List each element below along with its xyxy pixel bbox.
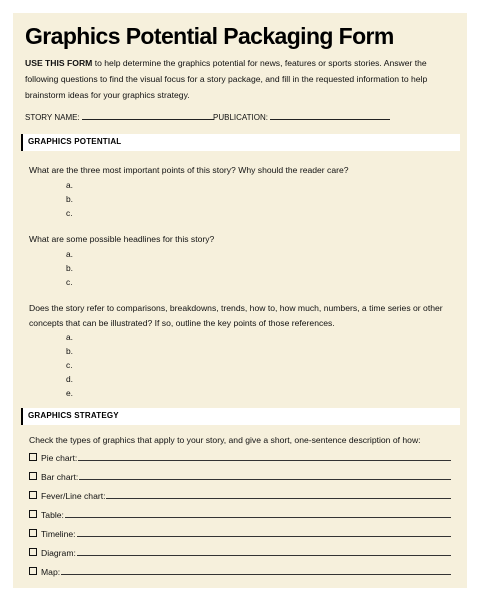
publication-field[interactable]	[213, 112, 390, 122]
checklist-item-diagram[interactable]	[29, 546, 459, 558]
intro-lead: USE THIS FORM	[25, 58, 93, 68]
answer-option[interactable]: a.	[66, 249, 73, 259]
question-1: What are the three most important points of this story? Why should the reader care?	[29, 165, 349, 175]
answer-line[interactable]	[106, 498, 451, 499]
story-name-label: STORY NAME:	[25, 113, 80, 122]
question-2: What are some possible headlines for this story?	[29, 234, 215, 244]
form-page	[13, 13, 467, 588]
checklist-item-fever-line-chart[interactable]	[29, 489, 459, 501]
story-name-field[interactable]	[25, 112, 214, 122]
checkbox-icon[interactable]	[29, 510, 37, 518]
checkbox-icon[interactable]	[29, 548, 37, 556]
checklist-item-map[interactable]	[29, 565, 459, 577]
section-graphics-strategy	[21, 408, 460, 425]
checklist-label: Timeline:	[41, 529, 76, 539]
checklist-label: Pie chart:	[41, 453, 78, 463]
answer-option[interactable]: a.	[66, 180, 73, 190]
checklist-label: Fever/Line chart:	[41, 491, 106, 501]
answer-option[interactable]: c.	[66, 208, 73, 218]
section-title: GRAPHICS STRATEGY	[28, 411, 119, 420]
checklist-label: Table:	[41, 510, 64, 520]
checklist-item-timeline[interactable]	[29, 527, 459, 539]
checklist-label: Bar chart:	[41, 472, 79, 482]
answer-line[interactable]	[79, 479, 451, 480]
story-name-line[interactable]	[82, 112, 214, 120]
answer-line[interactable]	[65, 517, 451, 518]
checkbox-icon[interactable]	[29, 529, 37, 537]
checkbox-icon[interactable]	[29, 472, 37, 480]
strategy-prompt: Check the types of graphics that apply to your story, and give a short, one-sentence description of how:	[29, 435, 421, 445]
answer-line[interactable]	[78, 460, 451, 461]
answer-option[interactable]: e.	[66, 388, 73, 398]
answer-line[interactable]	[61, 574, 451, 575]
checkbox-icon[interactable]	[29, 491, 37, 499]
checklist-item-bar-chart[interactable]	[29, 470, 459, 482]
checklist-label: Map:	[41, 567, 61, 577]
checklist-item-pie-chart[interactable]	[29, 451, 459, 463]
checkbox-icon[interactable]	[29, 567, 37, 575]
answer-option[interactable]: b.	[66, 346, 73, 356]
checklist-label: Diagram:	[41, 548, 76, 558]
intro-paragraph	[25, 55, 457, 103]
section-title: GRAPHICS POTENTIAL	[28, 137, 122, 146]
section-graphics-potential	[21, 134, 460, 151]
answer-line[interactable]	[77, 536, 451, 537]
answer-option[interactable]: d.	[66, 374, 73, 384]
answer-option[interactable]: b.	[66, 263, 73, 273]
answer-option[interactable]: a.	[66, 332, 73, 342]
answer-option[interactable]: c.	[66, 360, 73, 370]
intro-text: to help determine the graphics potential for news, features or sports stories. Answer the following questions to find the visual focus for a story package, and fill in the requested information to help brainstorm ideas for your graphics strategy.	[25, 58, 428, 100]
answer-option[interactable]: c.	[66, 277, 73, 287]
question-3: Does the story refer to comparisons, breakdowns, trends, how to, how much, numbers, a time series or other concepts that can be illustrated? If so, outline the key points of those references.	[29, 303, 443, 328]
publication-line[interactable]	[270, 112, 390, 120]
checklist-item-table[interactable]	[29, 508, 459, 520]
page-title: Graphics Potential Packaging Form	[25, 23, 394, 49]
publication-label: PUBLICATION:	[213, 113, 268, 122]
answer-line[interactable]	[77, 555, 451, 556]
checkbox-icon[interactable]	[29, 453, 37, 461]
answer-option[interactable]: b.	[66, 194, 73, 204]
